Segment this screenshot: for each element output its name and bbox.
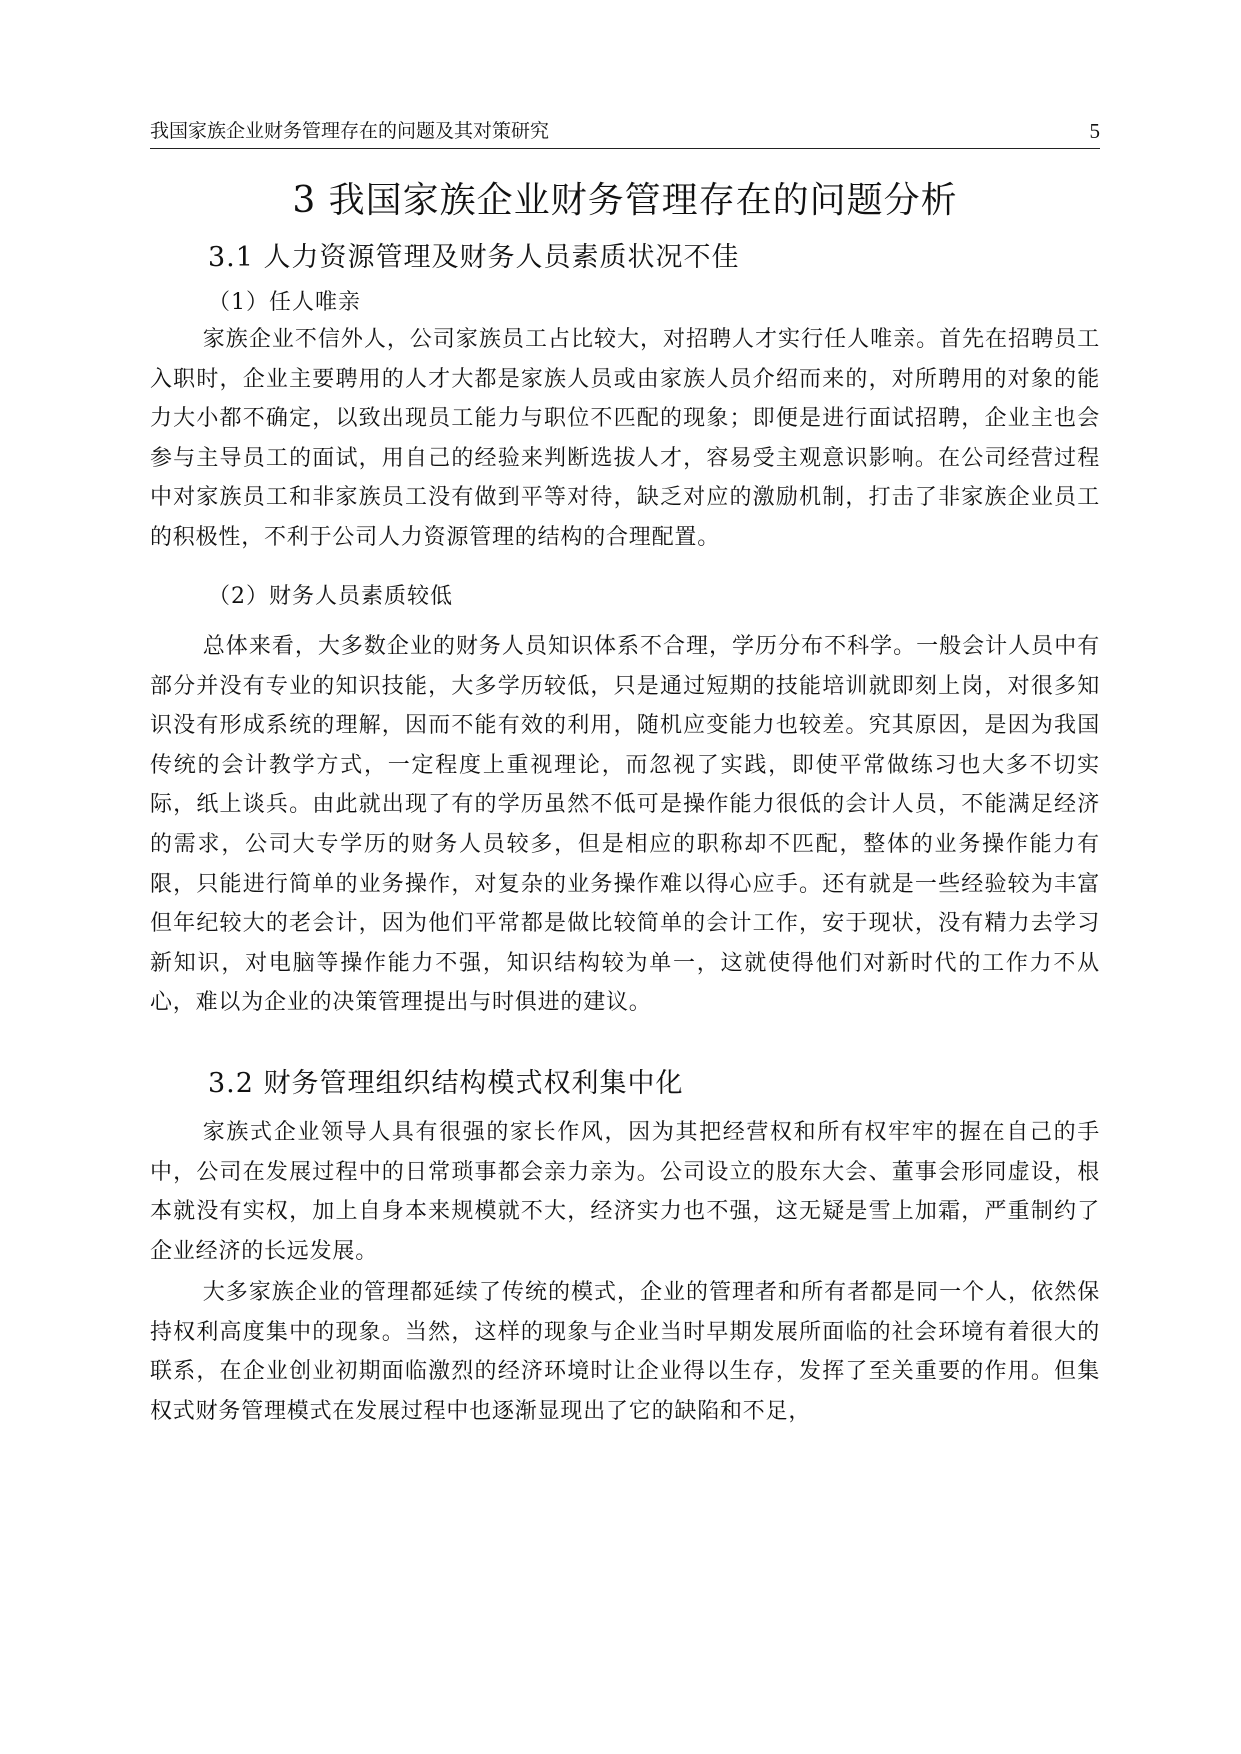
paragraph-3-2-1: 家族式企业领导人具有很强的家长作风，因为其把经营权和所有权牢牢的握在自己的手中，公司在发展过程中的日常琐事都会亲力亲为。公司设立的股东大会、董事会形同虚设，根本就没有实权，加上自身本来规模就不大，经济实力也不强，这无疑是雪上加霜，严重制约了企业经济的长远发展。 — [150, 1120, 1100, 1264]
section-title-3-1: 3.1 人力资源管理及财务人员素质状况不佳 — [208, 242, 740, 273]
paragraph-3-2-2: 大多家族企业的管理都延续了传统的模式，企业的管理者和所有者都是同一个人，依然保持权利高度集中的现象。当然，这样的现象与企业当时早期发展所面临的社会环境有着很大的联系，在企业创业初期面临激烈的经济环境时让企业得以生存，发挥了至关重要的作用。但集权式财务管理模式在发展过程中也逐渐显现出了它的缺陷和不足， — [150, 1280, 1100, 1424]
paragraph-3-1-1: 家族企业不信外人，公司家族员工占比较大，对招聘人才实行任人唯亲。首先在招聘员工入职时，企业主要聘用的人才大都是家族人员或由家族人员介绍而来的，对所聘用的对象的能力大小都不确定，以致出现员工能力与职位不匹配的现象；即便是进行面试招聘，企业主也会参与主导员工的面试，用自己的经验来判断选拔人才，容易受主观意识影响。在公司经营过程中对家族员工和非家族员工没有做到平等对待，缺乏对应的激励机制，打击了非家族企业员工的积极性，不利于公司人力资源管理的结构的合理配置。 — [150, 327, 1100, 550]
subsection-title-2: （2）财务人员素质较低 — [208, 584, 453, 609]
running-header — [150, 118, 1100, 149]
running-header-title: 我国家族企业财务管理存在的问题及其对策研究 — [150, 120, 550, 142]
subsection-title-1: （1）任人唯亲 — [208, 290, 361, 315]
chapter-title: 3 我国家族企业财务管理存在的问题分析 — [292, 180, 958, 221]
paragraph-3-1-2: 总体来看，大多数企业的财务人员知识体系不合理，学历分布不科学。一般会计人员中有部分并没有专业的知识技能，大多学历较低，只是通过短期的技能培训就即刻上岗，对很多知识没有形成系统的理解，因而不能有效的利用，随机应变能力也较差。究其原因，是因为我国传统的会计教学方式，一定程度上重视理论，而忽视了实践，即使平常做练习也大多不切实际，纸上谈兵。由此就出现了有的学历虽然不低可是操作能力很低的会计人员，不能满足经济的需求，公司大专学历的财务人员较多，但是相应的职称却不匹配，整体的业务操作能力有限，只能进行简单的业务操作，对复杂的业务操作难以得心应手。还有就是一些经验较为丰富但年纪较大的老会计，因为他们平常都是做比较简单的会计工作，安于现状，没有精力去学习新知识，对电脑等操作能力不强，知识结构较为单一，这就使得他们对新时代的工作力不从心，难以为企业的决策管理提出与时俱进的建议。 — [150, 634, 1100, 1016]
page-number: 5 — [1089, 119, 1100, 143]
section-title-3-2: 3.2 财务管理组织结构模式权利集中化 — [208, 1068, 684, 1099]
